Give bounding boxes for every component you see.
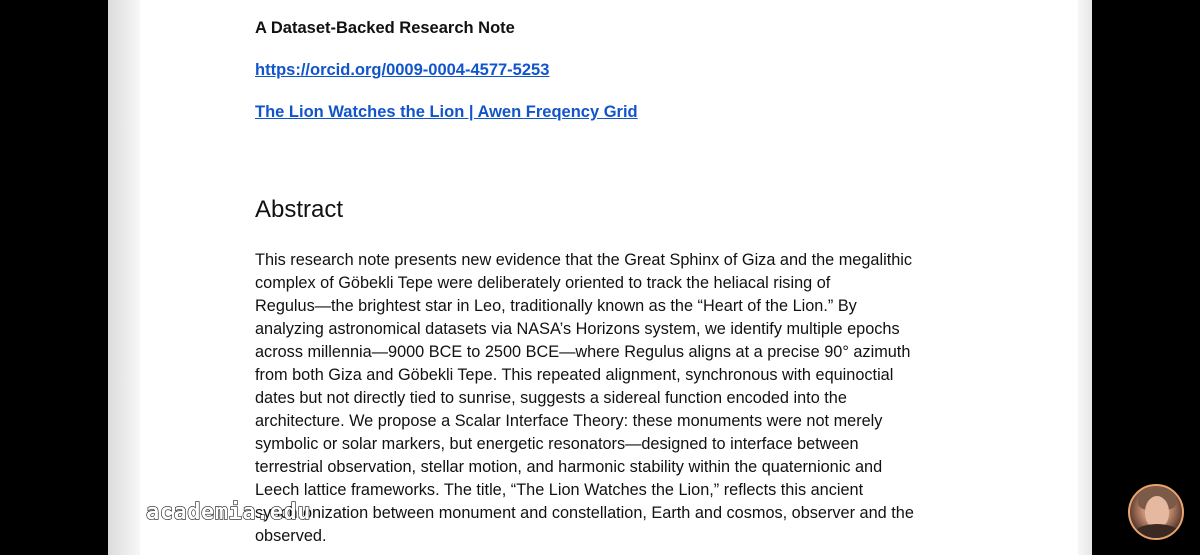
abstract-line: observed.	[255, 527, 327, 545]
abstract-body	[255, 249, 970, 548]
abstract-line: This research note presents new evidence that the Great Sphinx of Giza and the megalithic	[255, 251, 913, 269]
abstract-line: across millennia—9000 BCE to 2500 BCE—where Regulus aligns at a precise 90° azimuth	[255, 343, 911, 361]
document-subtitle: A Dataset-Backed Research Note	[255, 19, 515, 37]
page-edge-left	[108, 0, 140, 555]
avatar-body	[1134, 524, 1180, 540]
paper-title-link[interactable]: The Lion Watches the Lion | Awen Freqency Grid	[255, 103, 638, 121]
abstract-line: dates but not directly tied to sunrise, suggests a sidereal function encoded into the	[255, 389, 847, 407]
abstract-heading: Abstract	[255, 196, 344, 223]
abstract-line: complex of Göbekli Tepe were deliberately oriented to track the heliacal rising of	[255, 274, 831, 292]
abstract-line: Regulus—the brightest star in Leo, traditionally known as the “Heart of the Lion.” By	[255, 297, 857, 315]
page-edge-right	[1078, 0, 1092, 555]
user-avatar-icon[interactable]	[1128, 484, 1184, 540]
abstract-line: symbolic or solar markers, but energetic resonators—designed to interface between	[255, 435, 859, 453]
abstract-line: from both Giza and Göbekli Tepe. This repeated alignment, synchronous with equinoctial	[255, 366, 894, 384]
abstract-line: Leech lattice frameworks. The title, “The Lion Watches the Lion,” reflects this ancient	[255, 481, 864, 499]
abstract-line: architecture. We propose a Scalar Interface Theory: these monuments were not merely	[255, 412, 883, 430]
academia-watermark: academia.edu	[146, 500, 311, 525]
abstract-line: analyzing astronomical datasets via NASA’s Horizons system, we identify multiple epochs	[255, 320, 900, 338]
orcid-link[interactable]: https://orcid.org/0009-0004-4577-5253	[255, 61, 550, 79]
abstract-line: synchronization between monument and constellation, Earth and cosmos, observer and the	[255, 504, 914, 522]
abstract-line: terrestrial observation, stellar motion, and harmonic stability within the quaternionic and	[255, 458, 883, 476]
